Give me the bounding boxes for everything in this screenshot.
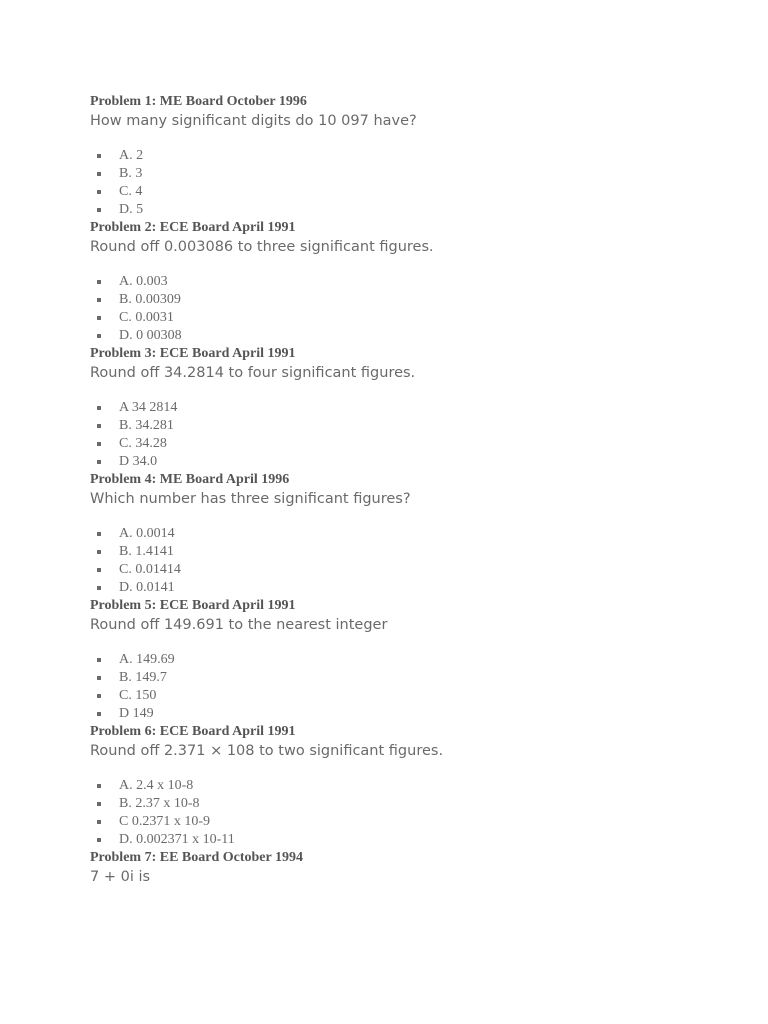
- choice-item: [90, 273, 730, 291]
- bullet-icon: [97, 406, 101, 410]
- bullet-icon: [97, 820, 101, 824]
- bullet-icon: [97, 802, 101, 806]
- choice-label: D. 0 00308: [119, 328, 182, 343]
- choice-label: B. 3: [119, 166, 143, 181]
- problem-question: 7 + 0i is: [90, 869, 151, 885]
- choice-item: [90, 165, 730, 183]
- problem-title: Problem 5: ECE Board April 1991: [90, 598, 296, 613]
- bullet-icon: [97, 568, 101, 572]
- choice-label: A. 0.0014: [119, 526, 175, 541]
- choice-label: C. 150: [119, 688, 157, 703]
- choice-item: [90, 561, 730, 579]
- choice-list: [90, 525, 730, 597]
- choice-item: [90, 183, 730, 201]
- choice-label: D 149: [119, 706, 154, 721]
- problem-title: Problem 1: ME Board October 1996: [90, 94, 307, 109]
- choice-label: A. 0.003: [119, 274, 168, 289]
- choice-label: A. 149.69: [119, 652, 175, 667]
- bullet-icon: [97, 316, 101, 320]
- bullet-icon: [97, 784, 101, 788]
- bullet-icon: [97, 550, 101, 554]
- problem-title: Problem 2: ECE Board April 1991: [90, 220, 296, 235]
- bullet-icon: [97, 154, 101, 158]
- choice-item: [90, 543, 730, 561]
- bullet-icon: [97, 586, 101, 590]
- choice-item: [90, 417, 730, 435]
- choice-item: [90, 327, 730, 345]
- bullet-icon: [97, 838, 101, 842]
- problem-7: [90, 849, 730, 887]
- choice-label: C. 0.01414: [119, 562, 181, 577]
- choice-item: [90, 435, 730, 453]
- bullet-icon: [97, 208, 101, 212]
- problem-question: Round off 34.2814 to four significant figures.: [90, 365, 416, 381]
- bullet-icon: [97, 694, 101, 698]
- choice-label: C. 34.28: [119, 436, 167, 451]
- choice-label: A. 2: [119, 148, 144, 163]
- choice-item: [90, 291, 730, 309]
- choice-label: B. 34.281: [119, 418, 174, 433]
- problem-2: [90, 219, 730, 345]
- choice-label: A 34 2814: [119, 400, 178, 415]
- problem-title: Problem 4: ME Board April 1996: [90, 472, 290, 487]
- problem-1: [90, 93, 730, 219]
- choice-label: D. 0.002371 x 10-11: [119, 832, 235, 847]
- choice-item: [90, 777, 730, 795]
- choice-label: C. 0.0031: [119, 310, 174, 325]
- choice-label: B. 0.00309: [119, 292, 181, 307]
- choice-list: [90, 399, 730, 471]
- choice-label: A. 2.4 x 10-8: [119, 778, 194, 793]
- choice-item: [90, 147, 730, 165]
- choice-item: [90, 705, 730, 723]
- choice-list: [90, 147, 730, 219]
- bullet-icon: [97, 442, 101, 446]
- problem-5: [90, 597, 730, 723]
- choice-item: [90, 795, 730, 813]
- choice-list: [90, 651, 730, 723]
- choice-item: [90, 831, 730, 849]
- choice-item: [90, 669, 730, 687]
- bullet-icon: [97, 460, 101, 464]
- bullet-icon: [97, 424, 101, 428]
- bullet-icon: [97, 532, 101, 536]
- bullet-icon: [97, 172, 101, 176]
- choice-list: [90, 273, 730, 345]
- bullet-icon: [97, 298, 101, 302]
- problem-4: [90, 471, 730, 597]
- problem-title: Problem 3: ECE Board April 1991: [90, 346, 296, 361]
- bullet-icon: [97, 676, 101, 680]
- problem-question: Round off 149.691 to the nearest integer: [90, 617, 388, 633]
- choice-label: C 0.2371 x 10-9: [119, 814, 210, 829]
- choice-item: [90, 579, 730, 597]
- choice-item: [90, 399, 730, 417]
- problem-3: [90, 345, 730, 471]
- choice-item: [90, 453, 730, 471]
- bullet-icon: [97, 280, 101, 284]
- bullet-icon: [97, 190, 101, 194]
- choice-item: [90, 651, 730, 669]
- choice-label: D 34.0: [119, 454, 158, 469]
- choice-label: D. 5: [119, 202, 144, 217]
- problem-question: Which number has three significant figures?: [90, 491, 411, 507]
- choice-label: B. 1.4141: [119, 544, 174, 559]
- problem-question: Round off 2.371 × 108 to two significant figures.: [90, 743, 444, 759]
- choice-label: B. 2.37 x 10-8: [119, 796, 200, 811]
- document-body: [90, 93, 730, 887]
- choice-item: [90, 525, 730, 543]
- choice-label: D. 0.0141: [119, 580, 175, 595]
- choice-list: [90, 777, 730, 849]
- choice-label: C. 4: [119, 184, 143, 199]
- problem-title: Problem 6: ECE Board April 1991: [90, 724, 296, 739]
- choice-label: B. 149.7: [119, 670, 167, 685]
- problem-question: Round off 0.003086 to three significant figures.: [90, 239, 434, 255]
- problem-question: How many significant digits do 10 097 have?: [90, 113, 417, 129]
- choice-item: [90, 309, 730, 327]
- choice-item: [90, 687, 730, 705]
- problem-6: [90, 723, 730, 849]
- problem-title: Problem 7: EE Board October 1994: [90, 850, 303, 865]
- bullet-icon: [97, 334, 101, 338]
- bullet-icon: [97, 712, 101, 716]
- choice-item: [90, 813, 730, 831]
- choice-item: [90, 201, 730, 219]
- bullet-icon: [97, 658, 101, 662]
